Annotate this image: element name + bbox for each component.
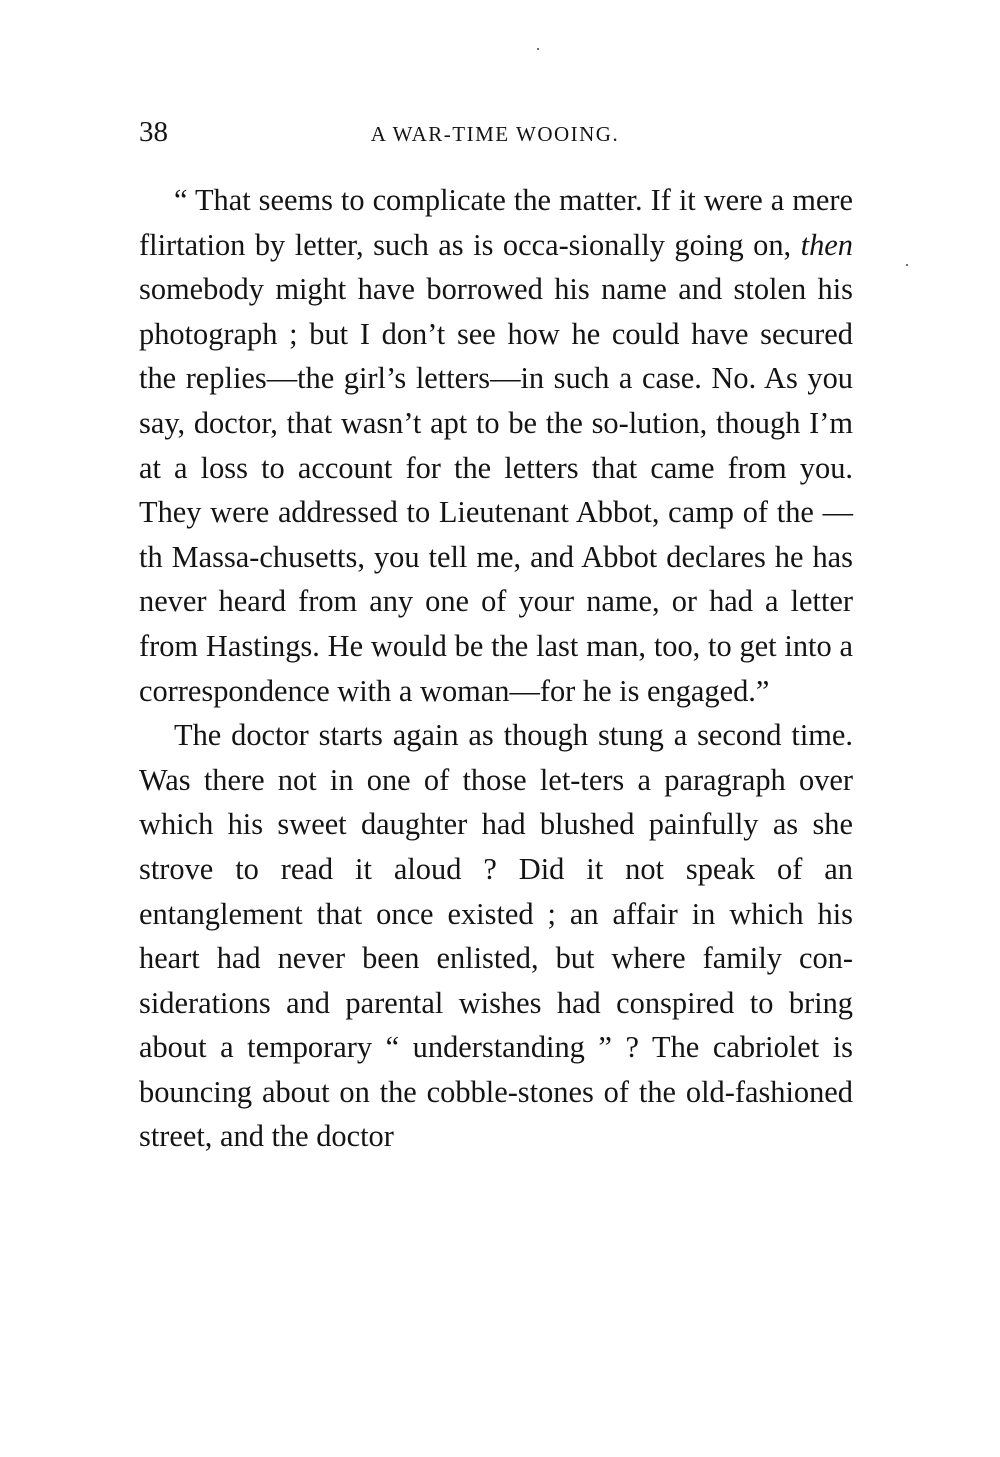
paragraph bbox=[139, 178, 853, 713]
print-speck bbox=[537, 48, 539, 50]
paragraph-text: “ That seems to complicate the matter. If it were a mere flirtation by letter, such as is occa-sionally going on, bbox=[139, 183, 853, 262]
print-speck bbox=[906, 264, 908, 266]
emphasized-word: then bbox=[800, 227, 853, 262]
running-title: A WAR-TIME WOOING. bbox=[370, 122, 620, 146]
page-header bbox=[139, 112, 851, 152]
paragraph-text: The doctor starts again as though stung a second time. Was there not in one of those let-ters a paragraph over which his sweet daughter had blushed painfully as she strove to read it aloud ? Did it not speak of an entanglement that once existed ; an affair in which his heart had never been enlisted, but where family con-siderations and parental wishes had conspired to bring about a temporary “ understanding ” ? The cabriolet is bouncing about on the cobble-stones of the old-fashioned street, and the doctor bbox=[139, 718, 853, 1154]
paragraph-text: somebody might have borrowed his name and stolen his photograph ; but I don’t see how he could have secured the replies—the girl’s letters—in such a case. No. As you say, doctor, that wasn’t apt to be the so-lution, though I’m at a loss to account for the letters that came from you. They were addressed to Lieutenant Abbot, camp of the —th Massa-chusetts, you tell me, and Abbot declares he has never heard from any one of your name, or had a letter from Hastings. He would be the last man, too, to get into a correspondence with a woman—for he is engaged.” bbox=[139, 272, 853, 708]
paragraph bbox=[139, 713, 853, 1159]
page-number: 38 bbox=[139, 116, 168, 148]
body-text bbox=[139, 178, 853, 1159]
